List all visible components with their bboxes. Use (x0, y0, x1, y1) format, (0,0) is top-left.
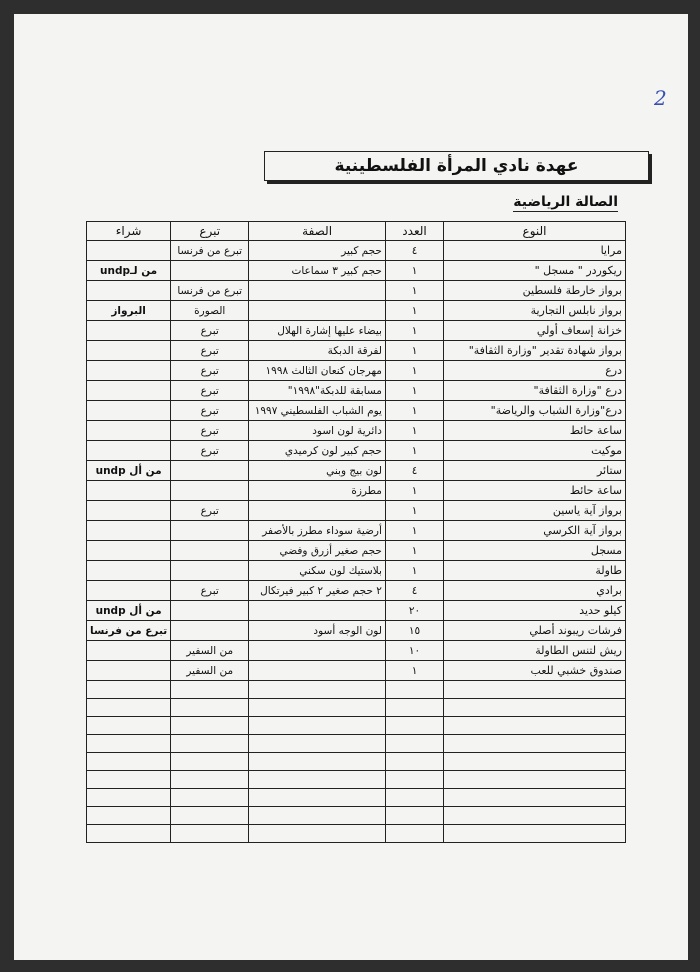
empty-cell (444, 699, 626, 717)
cell-type: برواز نابلس التجارية (444, 301, 626, 321)
empty-cell (385, 753, 443, 771)
empty-cell (385, 825, 443, 843)
cell-count: ١ (385, 361, 443, 381)
cell-count: ١ (385, 541, 443, 561)
cell-description: حجم كبير (249, 241, 386, 261)
table-body (87, 241, 626, 843)
table-row (87, 361, 626, 381)
empty-cell (249, 753, 386, 771)
cell-donation (171, 461, 249, 481)
cell-donation: تبرع من فرنسا (171, 241, 249, 261)
header-donation: تبرع (171, 222, 249, 241)
empty-cell (444, 771, 626, 789)
cell-description: لفرقة الدبكة (249, 341, 386, 361)
cell-donation (171, 601, 249, 621)
cell-purchase (87, 341, 171, 361)
cell-description (249, 301, 386, 321)
empty-cell (87, 717, 171, 735)
empty-table-row (87, 717, 626, 735)
table-row (87, 481, 626, 501)
table-row (87, 321, 626, 341)
cell-count: ١ (385, 661, 443, 681)
cell-description: حجم كبير ٣ سماعات (249, 261, 386, 281)
cell-count: ١ (385, 321, 443, 341)
inventory-table (86, 221, 626, 843)
empty-cell (385, 807, 443, 825)
table-row (87, 541, 626, 561)
empty-cell (444, 753, 626, 771)
empty-cell (87, 699, 171, 717)
cell-purchase (87, 441, 171, 461)
empty-table-row (87, 699, 626, 717)
table-row (87, 621, 626, 641)
empty-table-row (87, 807, 626, 825)
empty-cell (444, 735, 626, 753)
cell-count: ١ (385, 521, 443, 541)
cell-type: فرشات ريبوند أصلي (444, 621, 626, 641)
cell-purchase (87, 501, 171, 521)
cell-type: برواز شهادة تقدير "وزارة الثقافة" (444, 341, 626, 361)
empty-cell (385, 717, 443, 735)
empty-cell (87, 771, 171, 789)
empty-cell (444, 681, 626, 699)
cell-type: برواز خارطة فلسطين (444, 281, 626, 301)
cell-description: حجم كبير لون كرميدي (249, 441, 386, 461)
cell-donation: تبرع (171, 441, 249, 461)
table-row (87, 401, 626, 421)
table-row (87, 301, 626, 321)
cell-donation: تبرع (171, 401, 249, 421)
cell-donation: تبرع (171, 581, 249, 601)
empty-cell (249, 789, 386, 807)
cell-purchase: من لـundp (87, 261, 171, 281)
table-row (87, 661, 626, 681)
cell-count: ١٠ (385, 641, 443, 661)
table-row (87, 561, 626, 581)
table-row (87, 341, 626, 361)
cell-donation (171, 521, 249, 541)
cell-count: ١ (385, 281, 443, 301)
cell-count: ٤ (385, 581, 443, 601)
cell-count: ١ (385, 481, 443, 501)
cell-purchase (87, 641, 171, 661)
cell-type: صندوق خشبي للعب (444, 661, 626, 681)
empty-table-row (87, 753, 626, 771)
empty-cell (385, 789, 443, 807)
empty-cell (171, 825, 249, 843)
cell-type: مسجل (444, 541, 626, 561)
cell-description: بيضاء عليها إشارة الهلال (249, 321, 386, 341)
empty-cell (87, 681, 171, 699)
cell-donation: تبرع من فرنسا (171, 281, 249, 301)
empty-cell (171, 753, 249, 771)
empty-table-row (87, 825, 626, 843)
empty-cell (87, 753, 171, 771)
empty-cell (249, 699, 386, 717)
empty-cell (87, 807, 171, 825)
cell-description (249, 661, 386, 681)
empty-cell (249, 825, 386, 843)
empty-cell (171, 717, 249, 735)
cell-purchase (87, 661, 171, 681)
table-row (87, 261, 626, 281)
table-row (87, 381, 626, 401)
cell-donation (171, 481, 249, 501)
table-row (87, 641, 626, 661)
table-row (87, 461, 626, 481)
empty-cell (171, 789, 249, 807)
cell-type: برواز آية ياسين (444, 501, 626, 521)
cell-type: خزانة إسعاف أولي (444, 321, 626, 341)
cell-donation (171, 261, 249, 281)
empty-table-row (87, 789, 626, 807)
table-row (87, 601, 626, 621)
cell-type: ريش لتنس الطاولة (444, 641, 626, 661)
empty-cell (171, 771, 249, 789)
cell-description: يوم الشباب الفلسطيني ١٩٩٧ (249, 401, 386, 421)
cell-description (249, 281, 386, 301)
empty-cell (249, 681, 386, 699)
empty-cell (249, 771, 386, 789)
handwritten-page-number: 2 (654, 86, 667, 110)
cell-count: ١ (385, 341, 443, 361)
cell-type: ساعة حائط (444, 481, 626, 501)
cell-donation: من السفير (171, 641, 249, 661)
cell-count: ١ (385, 561, 443, 581)
empty-cell (444, 717, 626, 735)
cell-count: ٤ (385, 461, 443, 481)
empty-cell (385, 735, 443, 753)
cell-count: ١ (385, 301, 443, 321)
empty-cell (444, 825, 626, 843)
cell-purchase (87, 561, 171, 581)
cell-description (249, 601, 386, 621)
cell-count: ١ (385, 441, 443, 461)
cell-donation: تبرع (171, 381, 249, 401)
cell-type: درع (444, 361, 626, 381)
cell-description (249, 501, 386, 521)
cell-purchase: تبرع من فرنسا (87, 621, 171, 641)
table-row (87, 281, 626, 301)
cell-description: لون الوجه أسود (249, 621, 386, 641)
cell-donation: تبرع (171, 341, 249, 361)
table-header-row (87, 222, 626, 241)
empty-cell (444, 789, 626, 807)
cell-type: ريكوردر " مسجل " (444, 261, 626, 281)
cell-count: ٤ (385, 241, 443, 261)
cell-purchase (87, 481, 171, 501)
document-title: عهدة نادي المرأة الفلسطينية (264, 151, 649, 181)
empty-cell (87, 789, 171, 807)
empty-table-row (87, 771, 626, 789)
cell-purchase (87, 381, 171, 401)
cell-purchase (87, 361, 171, 381)
empty-cell (385, 771, 443, 789)
cell-type: مرايا (444, 241, 626, 261)
cell-purchase (87, 521, 171, 541)
cell-type: درع"وزارة الشباب والرياضة" (444, 401, 626, 421)
cell-type: برادي (444, 581, 626, 601)
cell-purchase: من أل undp (87, 461, 171, 481)
table-row (87, 521, 626, 541)
cell-type: طاولة (444, 561, 626, 581)
empty-cell (249, 807, 386, 825)
cell-type: ساعة حائط (444, 421, 626, 441)
table-row (87, 441, 626, 461)
empty-cell (171, 681, 249, 699)
cell-purchase (87, 401, 171, 421)
empty-table-row (87, 735, 626, 753)
cell-purchase: من أل undp (87, 601, 171, 621)
cell-purchase (87, 241, 171, 261)
table-row (87, 241, 626, 261)
table-row (87, 421, 626, 441)
empty-cell (249, 735, 386, 753)
empty-cell (385, 681, 443, 699)
header-purchase: شراء (87, 222, 171, 241)
cell-purchase (87, 281, 171, 301)
cell-description: أرضية سوداء مطرز بالأصفر (249, 521, 386, 541)
cell-purchase (87, 541, 171, 561)
cell-purchase (87, 581, 171, 601)
empty-cell (87, 825, 171, 843)
cell-donation (171, 541, 249, 561)
empty-cell (171, 735, 249, 753)
cell-description: لون بيج وبني (249, 461, 386, 481)
cell-count: ١ (385, 261, 443, 281)
cell-donation: تبرع (171, 501, 249, 521)
cell-type: كيلو حديد (444, 601, 626, 621)
cell-donation: تبرع (171, 421, 249, 441)
empty-cell (171, 807, 249, 825)
empty-cell (249, 717, 386, 735)
cell-purchase: البرواز (87, 301, 171, 321)
empty-cell (444, 807, 626, 825)
cell-donation: الصورة (171, 301, 249, 321)
header-description: الصفة (249, 222, 386, 241)
cell-type: موكيت (444, 441, 626, 461)
cell-count: ١٥ (385, 621, 443, 641)
header-type: النوع (444, 222, 626, 241)
empty-cell (171, 699, 249, 717)
cell-description: مهرجان كنعان الثالث ١٩٩٨ (249, 361, 386, 381)
cell-description: بلاستيك لون سكني (249, 561, 386, 581)
empty-table-row (87, 681, 626, 699)
cell-description: دائرية لون اسود (249, 421, 386, 441)
cell-description (249, 641, 386, 661)
cell-count: ١ (385, 381, 443, 401)
cell-type: درع "وزارة الثقافة" (444, 381, 626, 401)
cell-description: مسابقة للدبكة"١٩٩٨" (249, 381, 386, 401)
cell-donation (171, 561, 249, 581)
empty-cell (87, 735, 171, 753)
header-count: العدد (385, 222, 443, 241)
cell-donation (171, 621, 249, 641)
cell-description: ٢ حجم صغير ٢ كبير فيرتكال (249, 581, 386, 601)
cell-count: ١ (385, 421, 443, 441)
section-subtitle: الصالة الرياضية (513, 194, 618, 210)
cell-count: ١ (385, 501, 443, 521)
cell-type: ستائر (444, 461, 626, 481)
cell-count: ١ (385, 401, 443, 421)
cell-description: حجم صغير أزرق وفضي (249, 541, 386, 561)
cell-purchase (87, 321, 171, 341)
cell-donation: من السفير (171, 661, 249, 681)
cell-donation: تبرع (171, 321, 249, 341)
cell-count: ٢٠ (385, 601, 443, 621)
cell-description: مطرزة (249, 481, 386, 501)
cell-purchase (87, 421, 171, 441)
empty-cell (385, 699, 443, 717)
cell-donation: تبرع (171, 361, 249, 381)
table-row (87, 581, 626, 601)
table-row (87, 501, 626, 521)
cell-type: برواز آية الكرسي (444, 521, 626, 541)
